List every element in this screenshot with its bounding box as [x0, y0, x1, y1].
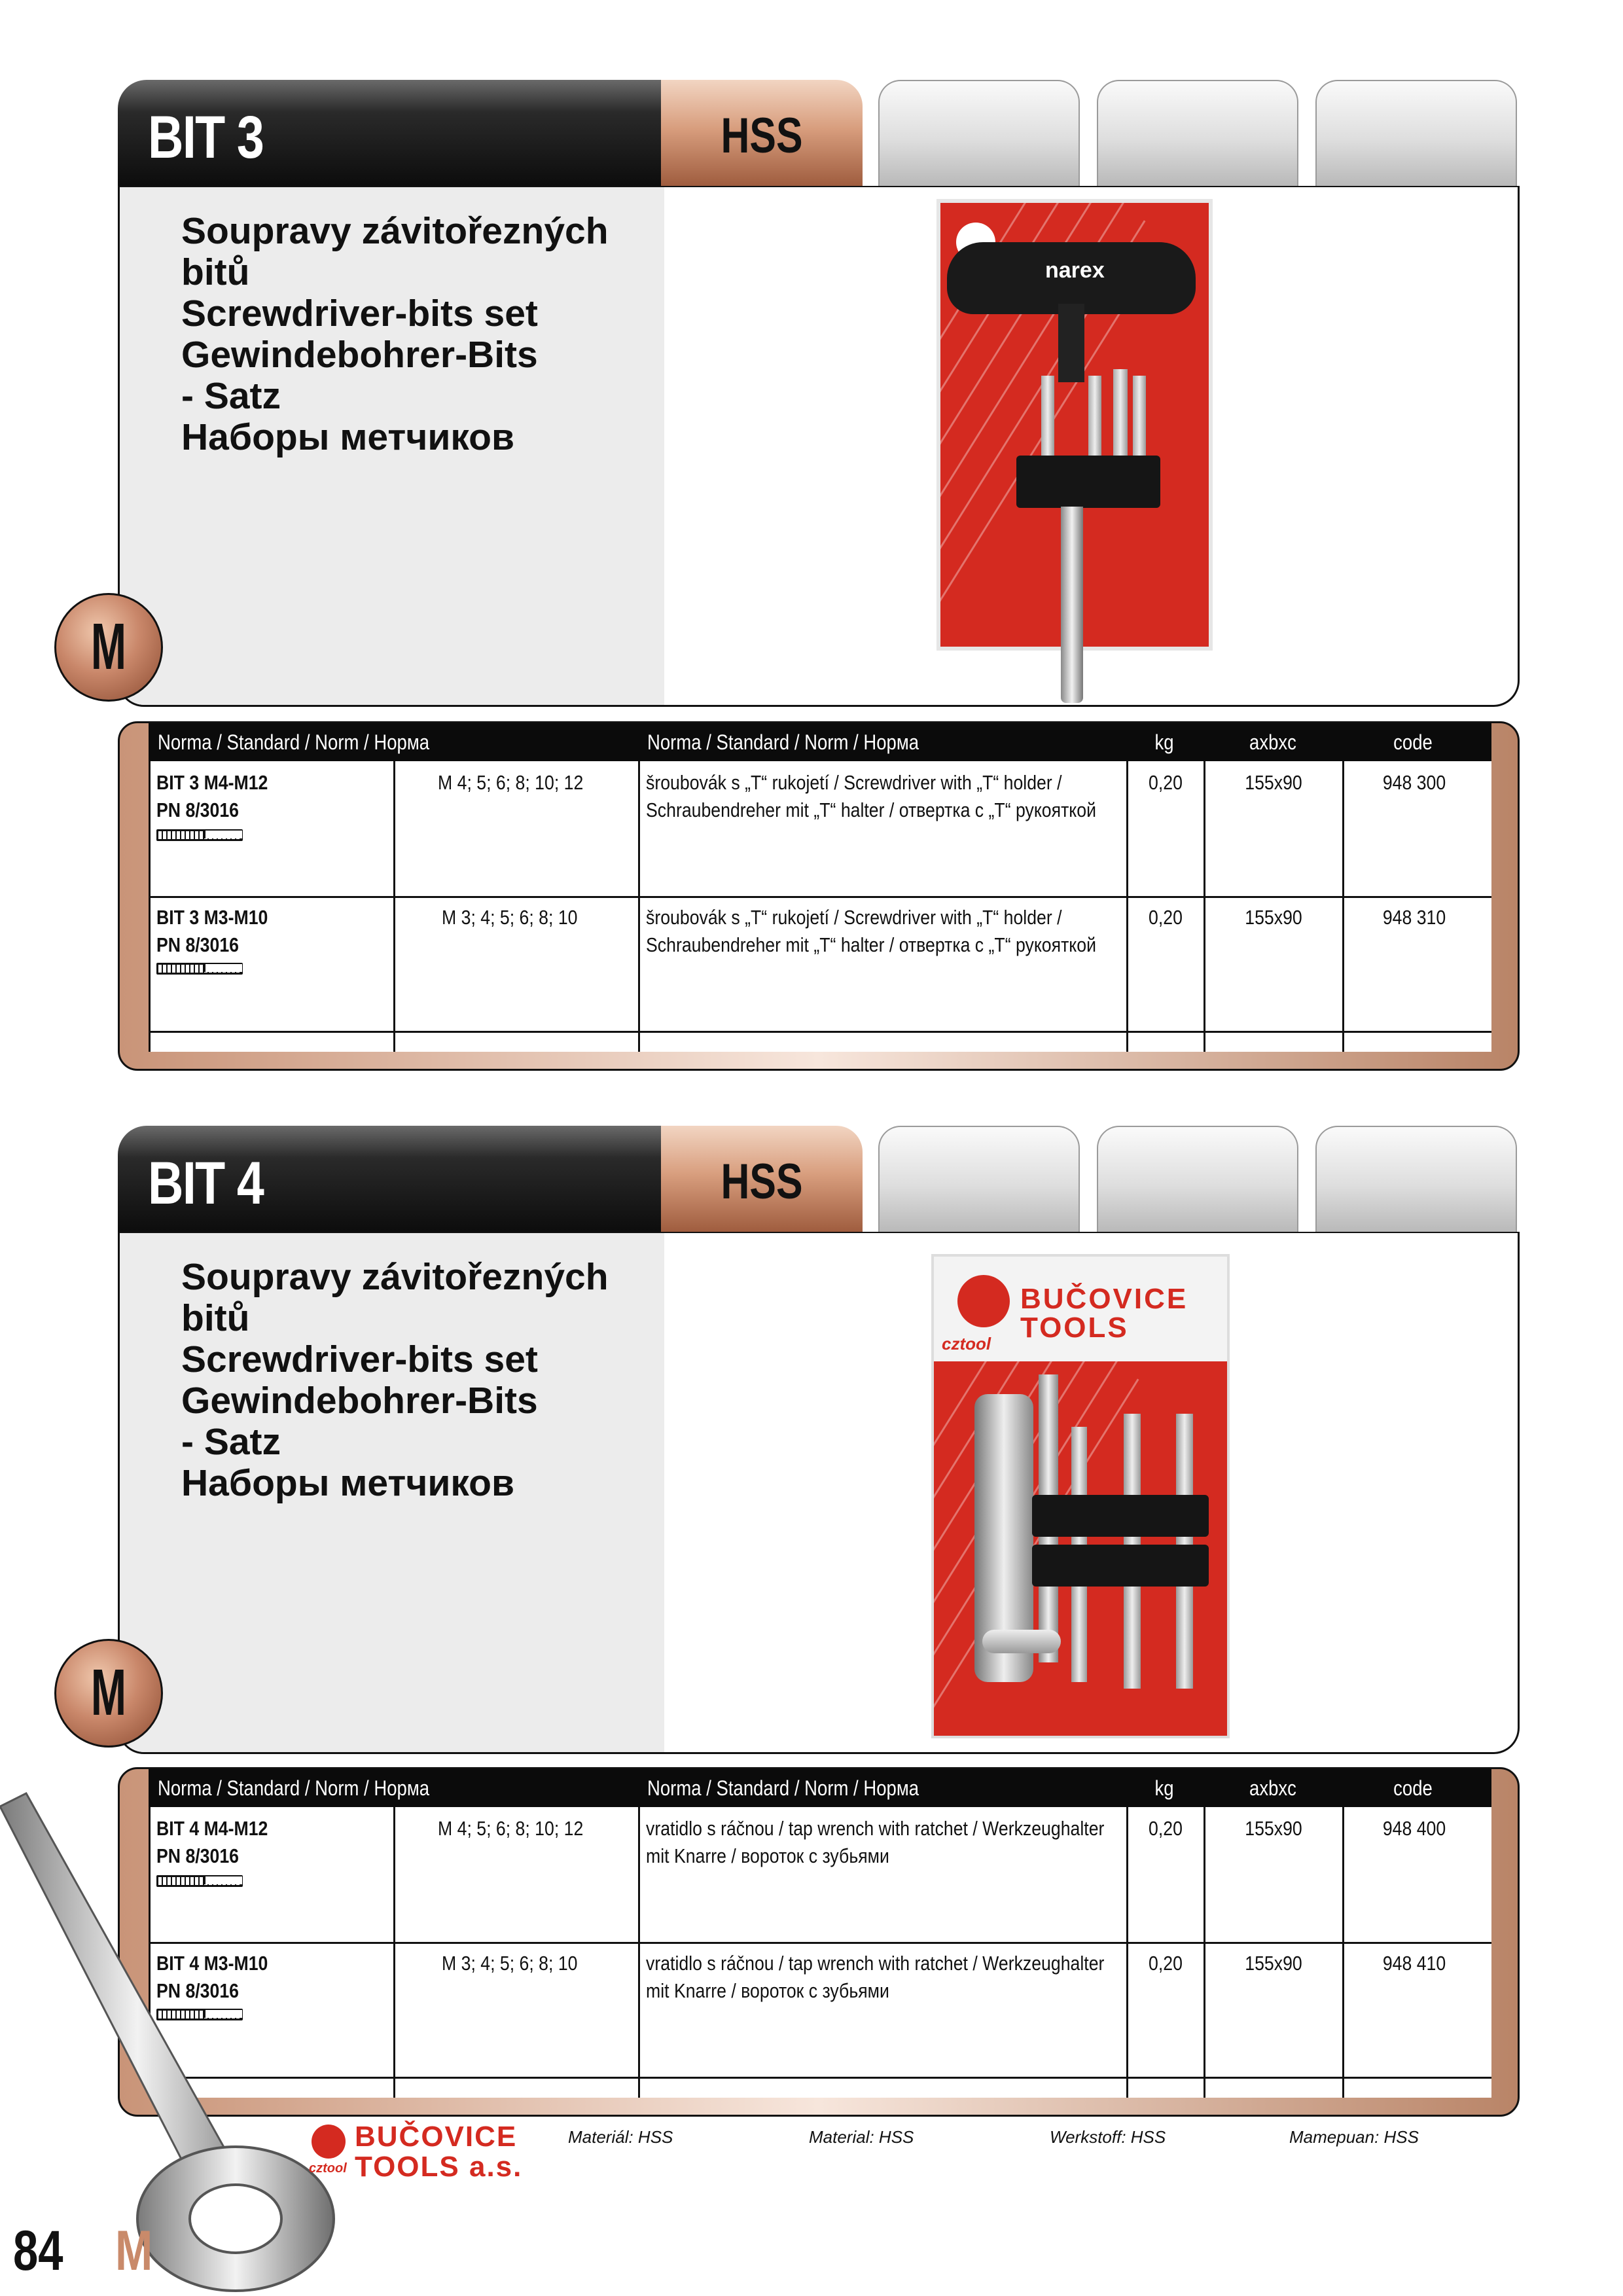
bit-holder-icon — [1016, 456, 1160, 508]
description-text: Schraubendreher mit „T“ halter / отвертка с „T“ рукояткой — [646, 798, 1096, 821]
company-logo — [309, 2121, 560, 2186]
description-text: šroubovák s „T“ rukojetí / Screwdriver with „T“ holder / — [646, 771, 1062, 794]
column-header: axbxc — [1249, 730, 1296, 754]
product-title: BIT 3 — [148, 104, 264, 171]
product-image — [936, 199, 1213, 706]
tap-bit-icon — [156, 829, 243, 841]
description-text: mit Knarre / вороток с зубьями — [646, 1979, 889, 2002]
product-code: 948 310 — [1382, 906, 1446, 929]
tab-label: HSS — [721, 1154, 803, 1210]
tab-empty-1[interactable] — [878, 1126, 1080, 1233]
dimensions-value: 155x90 — [1245, 771, 1302, 794]
description-line: Gewindebohrer-Bits — [181, 1380, 538, 1422]
pack-brand: BUČOVICE — [1020, 1283, 1188, 1315]
pack-brand-small: cztool — [942, 1334, 991, 1354]
norm-value: PN 8/3016 — [156, 1979, 239, 2002]
section-header — [118, 80, 661, 187]
description-line: Screwdriver-bits set — [181, 293, 538, 334]
tab-material-hss[interactable] — [661, 80, 863, 187]
product-name: BIT 4 M4-M12 — [156, 1817, 268, 1840]
size-range: M 3; 4; 5; 6; 8; 10 — [442, 906, 578, 929]
logo-star-icon — [312, 2125, 346, 2159]
page-number: 84 — [13, 2219, 63, 2282]
tab-empty-3[interactable] — [1315, 1126, 1517, 1233]
column-header: kg — [1154, 730, 1174, 754]
description-line: Soupravy závitořezných — [181, 1256, 609, 1298]
tab-empty-2[interactable] — [1097, 80, 1298, 187]
product-description — [181, 1257, 609, 1504]
badge-letter: M — [90, 610, 127, 683]
product-panel — [118, 187, 1520, 707]
column-header: kg — [1154, 1776, 1174, 1800]
column-header: Norma / Standard / Norm / Норма — [647, 1776, 919, 1800]
product-image — [931, 1254, 1230, 1738]
product-description — [181, 211, 609, 458]
description-line: bitů — [181, 251, 250, 293]
size-range: M 4; 5; 6; 8; 10; 12 — [438, 1817, 584, 1840]
description-line: Наборы метчиков — [181, 1462, 515, 1504]
description-line: Soupravy závitořezných — [181, 210, 609, 252]
table-body — [149, 1807, 1491, 2098]
description-line: Наборы метчиков — [181, 416, 515, 458]
logo-line2: TOOLS a.s. — [355, 2151, 523, 2183]
logo-line1: BUČOVICE — [355, 2121, 518, 2153]
description-text: šroubovák s „T“ rukojetí / Screwdriver with „T“ holder / — [646, 906, 1062, 929]
pack-brand-line2: TOOLS — [1020, 1312, 1129, 1344]
description-text: vratidlo s ráčnou / tap wrench with ratchet / Werkzeughalter — [646, 1817, 1105, 1840]
category-badge — [54, 593, 163, 702]
badge-letter: M — [90, 1656, 127, 1729]
page-letter: M — [115, 2219, 153, 2282]
column-header: code — [1393, 1776, 1433, 1800]
column-header: Norma / Standard / Norm / Норма — [647, 730, 919, 754]
tab-empty-1[interactable] — [878, 80, 1080, 187]
column-header: axbxc — [1249, 1776, 1296, 1800]
category-badge — [54, 1639, 163, 1748]
spec-table — [118, 721, 1520, 1071]
bucovice-logo-icon — [957, 1275, 1010, 1327]
description-line: Gewindebohrer-Bits — [181, 334, 538, 376]
dimensions-value: 155x90 — [1245, 906, 1302, 929]
product-code: 948 400 — [1382, 1817, 1446, 1840]
weight-value: 0,20 — [1149, 771, 1183, 794]
tab-empty-3[interactable] — [1315, 80, 1517, 187]
section-header — [118, 1126, 661, 1233]
size-range: M 4; 5; 6; 8; 10; 12 — [438, 771, 584, 794]
material-note: Materiál: HSS — [568, 2127, 673, 2147]
product-title: BIT 4 — [148, 1150, 264, 1217]
material-note: Mamepuan: HSS — [1289, 2127, 1419, 2147]
column-header: code — [1393, 730, 1433, 754]
description-text: Schraubendreher mit „T“ halter / отвертка с „T“ рукояткой — [646, 933, 1096, 956]
table-header — [149, 1769, 1491, 1807]
product-code: 948 410 — [1382, 1952, 1446, 1975]
tab-label: HSS — [721, 108, 803, 164]
norm-value: PN 8/3016 — [156, 1844, 239, 1867]
bit-holder-icon — [1032, 1495, 1209, 1537]
product-code: 948 300 — [1382, 771, 1446, 794]
description-line: Screwdriver-bits set — [181, 1338, 538, 1380]
norm-value: PN 8/3016 — [156, 933, 239, 956]
logo-small-text: cztool — [309, 2161, 347, 2176]
material-note: Werkstoff: HSS — [1050, 2127, 1166, 2147]
column-header: Norma / Standard / Norm / Норма — [158, 730, 430, 754]
product-panel — [118, 1233, 1520, 1754]
norm-value: PN 8/3016 — [156, 798, 239, 821]
description-line: - Satz — [181, 1421, 281, 1463]
description-line: - Satz — [181, 375, 281, 417]
description-text: vratidlo s ráčnou / tap wrench with ratchet / Werkzeughalter — [646, 1952, 1105, 1975]
size-range: M 3; 4; 5; 6; 8; 10 — [442, 1952, 578, 1975]
tab-material-hss[interactable] — [661, 1126, 863, 1233]
tap-bit-icon — [156, 963, 243, 975]
product-name: BIT 3 M4-M12 — [156, 771, 268, 794]
column-header: Norma / Standard / Norm / Норма — [158, 1776, 430, 1800]
weight-value: 0,20 — [1149, 1952, 1183, 1975]
tap-illustration-icon — [0, 1767, 340, 2296]
t-handle-icon: narex — [947, 242, 1196, 314]
material-note: Material: HSS — [809, 2127, 914, 2147]
description-line: bitů — [181, 1297, 250, 1339]
weight-value: 0,20 — [1149, 1817, 1183, 1840]
table-body — [149, 761, 1491, 1052]
weight-value: 0,20 — [1149, 906, 1183, 929]
description-area — [120, 1233, 664, 1752]
product-name: BIT 4 M3-M10 — [156, 1952, 268, 1975]
dimensions-value: 155x90 — [1245, 1952, 1302, 1975]
tab-empty-2[interactable] — [1097, 1126, 1298, 1233]
description-area — [120, 187, 664, 705]
product-name: BIT 3 M3-M10 — [156, 906, 268, 929]
dimensions-value: 155x90 — [1245, 1817, 1302, 1840]
table-header — [149, 723, 1491, 761]
description-text: mit Knarre / вороток с зубьями — [646, 1844, 889, 1867]
